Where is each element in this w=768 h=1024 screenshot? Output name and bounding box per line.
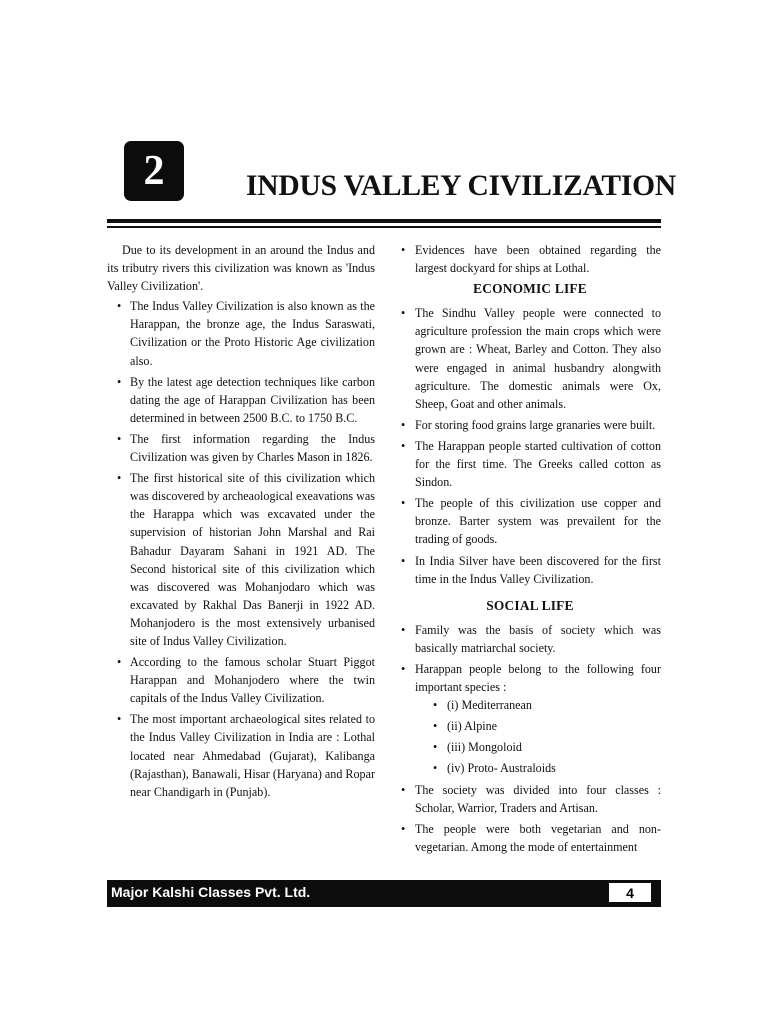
list-item: • Evidences have been obtained regarding the largest dockyard for ships at Lothal. <box>399 241 661 277</box>
species-item: • (iii) Mongoloid <box>431 738 661 756</box>
economic-bullet-list <box>399 304 661 587</box>
list-item: • The first information regarding the Indus Civilization was given by Charles Mason in 1826. <box>107 430 375 466</box>
list-item: • For storing food grains large granaries were built. <box>399 416 661 434</box>
title-rule-thick <box>107 219 661 223</box>
list-item: • According to the famous scholar Stuart Piggot Harappan and Mohanjodero where the twin capitals of the Indus Valley Civilization. <box>107 653 375 707</box>
left-bullet-list <box>107 297 375 801</box>
species-item: • (iv) Proto- Australoids <box>431 759 661 777</box>
list-item: • The first historical site of this civilization which was discovered by archeaological exeavations was the Harappa which was excavated under the supervision of historian John Marshal and Rai Bahadur Dayaram Sahani in 1921 AD. The Second historical site of this civilization which was discovered was Mohanjodaro which was excavated by Rakhal Das Banerji in 1922 AD. Mohanjodero is the most extensively urbanised site of Indus Valley Civilization. <box>107 469 375 650</box>
list-item: • By the latest age detection techniques like carbon dating the age of Harappan Civilization has been determined in between 2500 B.C. to 1750 B.C. <box>107 373 375 427</box>
species-item: • (ii) Alpine <box>431 717 661 735</box>
list-item: • The Harappan people started cultivation of cotton for the first time. The Greeks called cotton as Sindon. <box>399 437 661 491</box>
right-top-bullet-list <box>399 241 661 277</box>
economic-life-heading: ECONOMIC LIFE <box>473 281 587 297</box>
list-item: • The people were both vegetarian and non-vegetarian. Among the mode of entertainment <box>399 820 661 856</box>
social-life-heading: SOCIAL LIFE <box>486 597 574 613</box>
list-item: • The Indus Valley Civilization is also known as the Harappan, the bronze age, the Indus Saraswati, Civilization or the Proto Historic Age civilization also. <box>107 297 375 369</box>
list-item: • The Sindhu Valley people were connected to agriculture profession the main crops which were grown are : Wheat, Barley and Cotton. They also were engaged in animal husbandry alongwith agriculture. The domestic animals were Ox, Sheep, Goat and other animals. <box>399 304 661 413</box>
left-column <box>107 241 375 804</box>
list-item: • The most important archaeological sites related to the Indus Valley Civilization in India are : Lothal located near Ahmedabad (Gujarat), Kalibanga (Rajasthan), Banawali, Hisar (Haryana) and Ropar near Chandigarh in (Punjab). <box>107 710 375 800</box>
chapter-number-box <box>124 141 184 201</box>
page-footer <box>107 880 661 907</box>
species-list <box>415 696 661 777</box>
title-rule-thin <box>107 226 661 228</box>
chapter-number: 2 <box>143 148 165 194</box>
page-number-box <box>609 883 651 902</box>
chapter-title: INDUS VALLEY CIVILIZATION <box>246 170 676 202</box>
page-number: 4 <box>626 884 634 901</box>
social-bullet-list <box>399 621 661 856</box>
species-intro: Harappan people belong to the following four important species : <box>415 661 661 695</box>
species-item: • (i) Mediterranean <box>431 696 661 714</box>
list-item: • Family was the basis of society which was basically matriarchal society. <box>399 621 661 657</box>
list-item: • The people of this civilization use copper and bronze. Barter system was prevailent for the trading of goods. <box>399 494 661 548</box>
intro-paragraph: Due to its development in an around the Indus and its tributry rivers this civilization was known as 'Indus Valley Civilization'. <box>107 243 375 294</box>
list-item: • The society was divided into four classes : Scholar, Warrior, Traders and Artisan. <box>399 781 661 817</box>
list-item: • In India Silver have been discovered for the first time in the Indus Valley Civilization. <box>399 552 661 588</box>
publisher-name: Major Kalshi Classes Pvt. Ltd. <box>111 884 311 900</box>
right-column <box>399 241 661 859</box>
list-item <box>399 660 661 778</box>
